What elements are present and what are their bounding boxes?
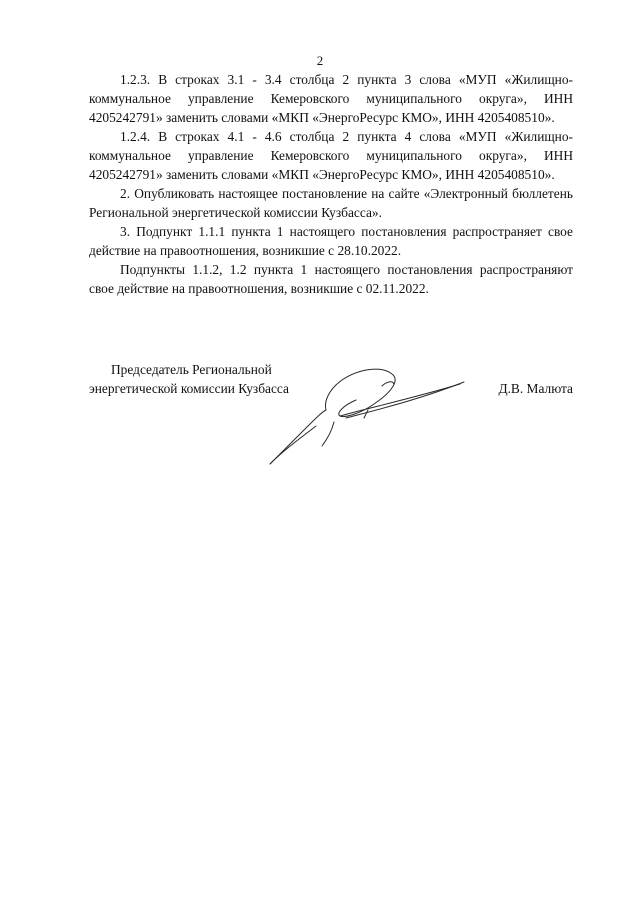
paragraph-3: 3. Подпункт 1.1.1 пункта 1 настоящего постановления распространяет свое действие на правоотношения, возникшие с 28.10.2022.	[89, 224, 573, 258]
signatory-title-line2: энергетической комиссии Кузбасса	[89, 381, 289, 396]
paragraph-2: 2. Опубликовать настоящее постановление на сайте «Электронный бюллетень Региональной энергетической комиссии Кузбасса».	[89, 186, 573, 220]
paragraph-1-2-4: 1.2.4. В строках 4.1 - 4.6 столбца 2 пункта 4 слова «МУП «Жилищно-коммунальное управление Кемеровского муниципального округа», ИНН 4205242791» заменить словами «МКП «ЭнергоРесурс КМО», ИНН 4205408510».	[89, 129, 573, 182]
document-body	[89, 70, 573, 298]
page-number: 2	[316, 53, 324, 68]
signatory-title	[89, 360, 289, 398]
handwritten-signature	[264, 360, 474, 470]
signatory-name: Д.В. Малюта	[498, 381, 573, 396]
paragraph-1-2-3: 1.2.3. В строках 3.1 - 3.4 столбца 2 пункта 3 слова «МУП «Жилищно-коммунальное управление Кемеровского муниципального округа», ИНН 4205242791» заменить словами «МКП «ЭнергоРесурс КМО», ИНН 4205408510».	[89, 72, 573, 125]
paragraph-3-continuation: Подпункты 1.1.2, 1.2 пункта 1 настоящего постановления распространяют свое действие на правоотношения, возникшие с 02.11.2022.	[89, 262, 573, 296]
signatory-title-line1: Председатель Региональной	[111, 362, 272, 377]
signature-block	[89, 360, 573, 480]
